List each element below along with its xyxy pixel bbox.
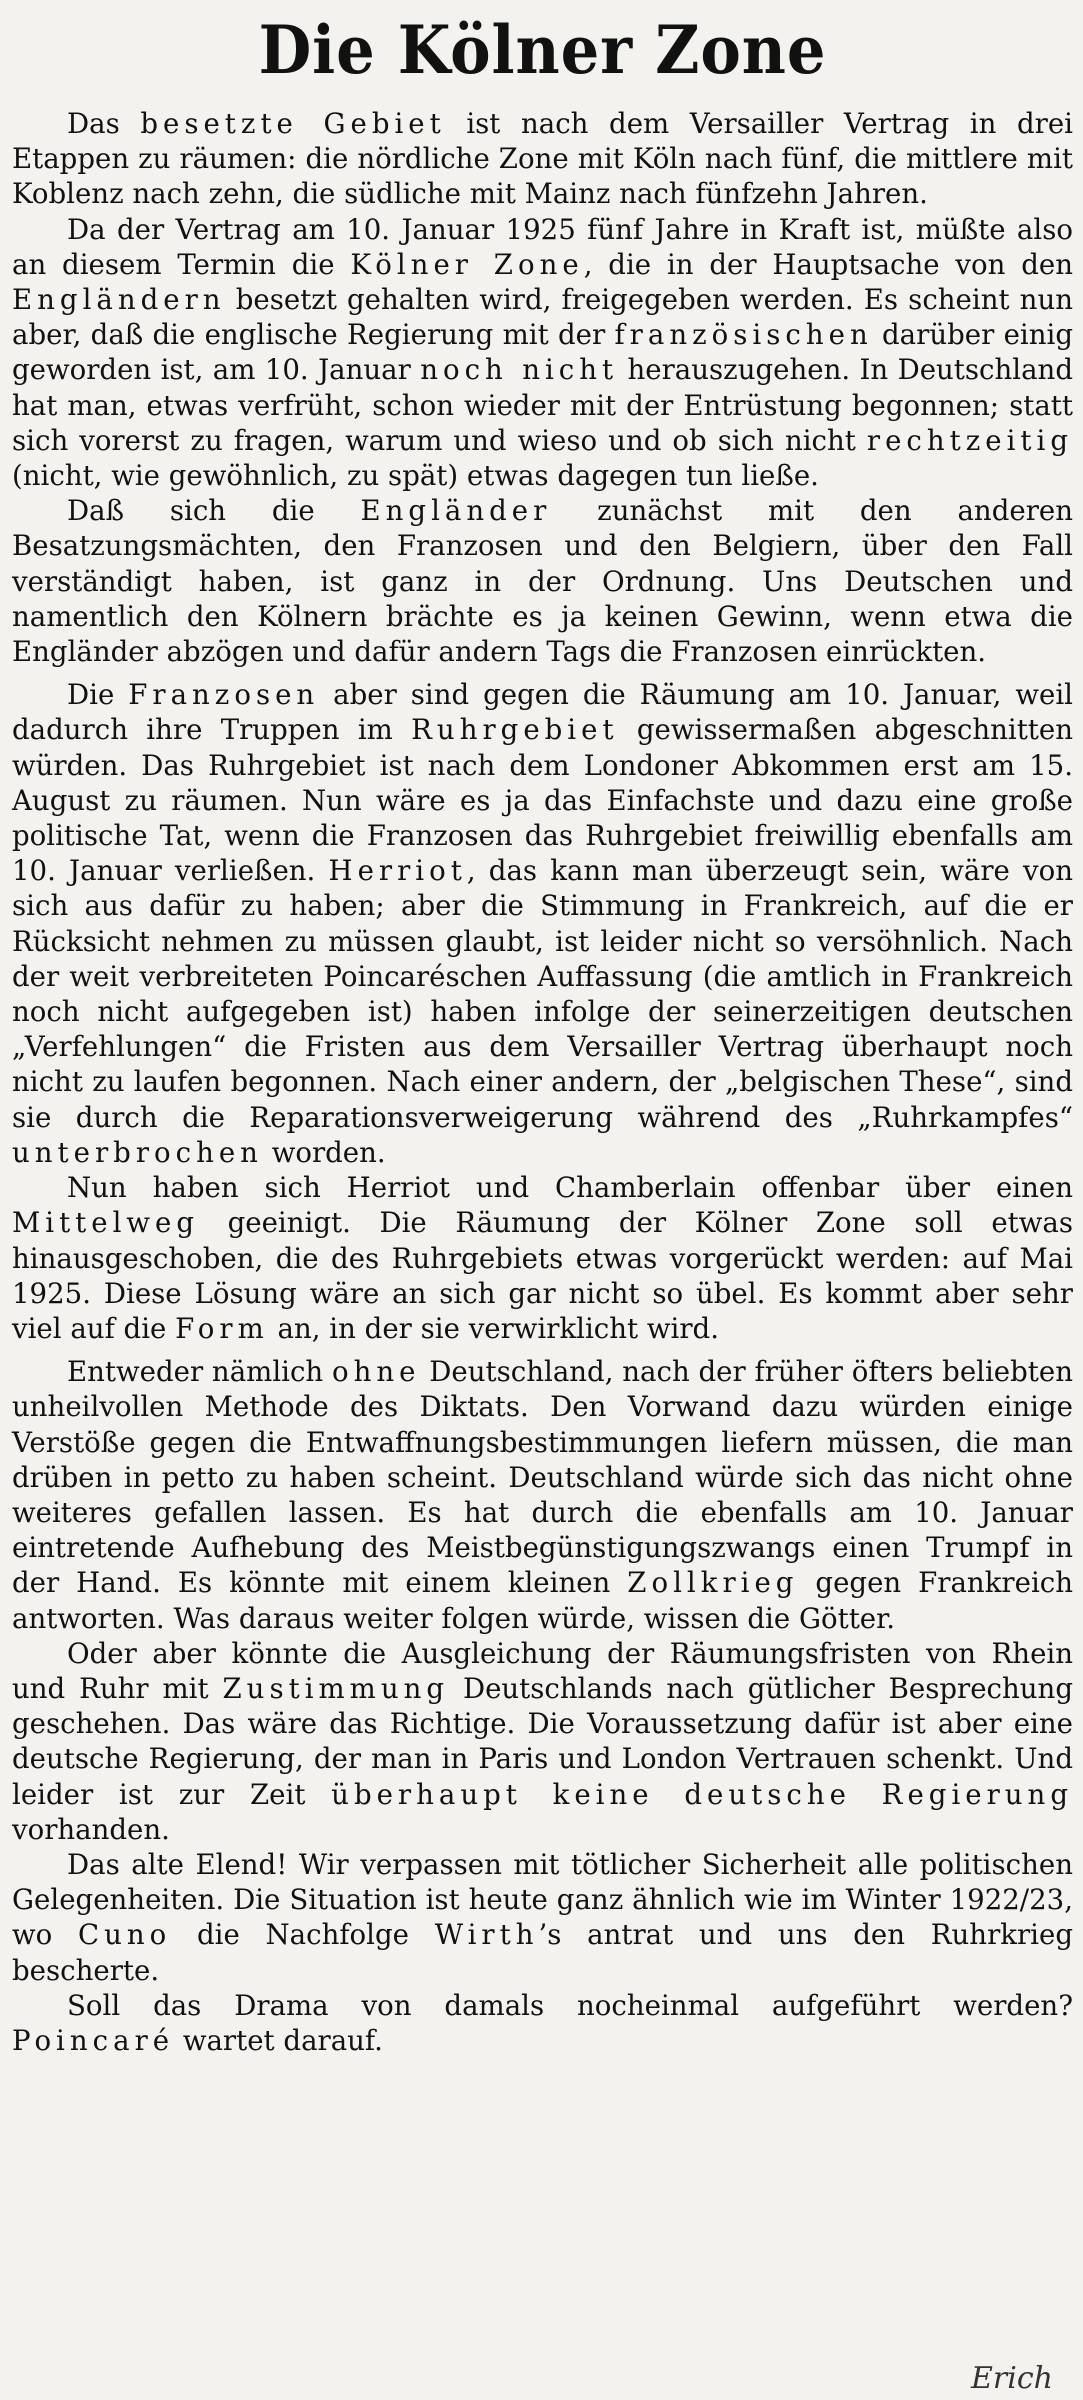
text-run: Soll das Drama von damals nocheinmal aufgeführt werden? [67, 1988, 1073, 2022]
text-run: , die in der Hauptsache von den [583, 247, 1073, 281]
text-run: ist nach dem Versailler Vertrag in drei Etappen zu räumen: die nördliche Zone mit Köln nach fünf, die mittlere mit Koblenz nach zehn, die südliche mit Mainz nach fünfzehn Jahren. [12, 107, 1073, 211]
spaced-emphasis: Mittelweg [12, 1206, 200, 1240]
paragraph-4 [12, 677, 1073, 1170]
text-run: herauszugehen. In Deutschland hat man, etwas verfrüht, schon wieder mit der Entrüstung begonnen; statt sich vorerst zu fragen, warum und wieso und ob sich nicht [12, 353, 1073, 457]
text-run: Die [67, 678, 129, 712]
text-run: Oder aber könnte die Ausgleichung der Räumungsfristen von Rhein und Ruhr mit [12, 1636, 1073, 1705]
text-run: Daß sich die [67, 494, 361, 528]
spaced-emphasis: Zustimmung [222, 1671, 450, 1705]
spaced-emphasis: Poincaré [12, 2023, 175, 2057]
spaced-emphasis: französischen [614, 318, 873, 352]
spaced-emphasis: ohne [332, 1355, 421, 1389]
spaced-emphasis: überhaupt keine deutsche Regierung [331, 1777, 1073, 1811]
spaced-emphasis: rechtzeitig [866, 423, 1073, 457]
text-run: gegen Frankreich antworten. Was daraus weiter folgen würde, wissen die Götter. [12, 1566, 1073, 1635]
paragraph-6 [12, 1354, 1073, 1636]
spaced-emphasis: Wirth [434, 1918, 539, 1952]
text-run: zunächst mit den anderen Besatzungsmächten, den Franzosen und den Belgiern, über den Fall verständigt haben, ist ganz in der Ordnung. Uns Deutschen und namentlich den Kölnern brächte es ja keinen Gewinn, wenn etwa die Engländer abzögen und dafür andern Tags die Franzosen einrückten. [12, 494, 1073, 669]
paragraph-9 [12, 1988, 1073, 2058]
text-run: darüber einig geworden ist, am 10. Januar [12, 318, 1073, 387]
paragraph-3 [12, 493, 1073, 669]
text-run: aber sind gegen die Räumung am 10. Januar, weil dadurch ihre Truppen im [12, 678, 1073, 747]
article-title: Die Kölner Zone [258, 11, 827, 89]
text-run: Deutschland, nach der früher öfters beliebten unheilvollen Methode des Diktats. Den Vorwand dazu würden einige Verstöße gegen die Entwaffnungsbestimmungen liefern müssen, die man drüben in petto zu haben scheint. Deutschland würde sich das nicht ohne weiteres gefallen lassen. Es hat durch die ebenfalls am 10. Januar eintretende Aufhebung des Meistbegünstigungszwangs einen Trumpf in der Hand. Es könnte mit einem kleinen [12, 1355, 1073, 1600]
text-run: besetzt gehalten wird, freigegeben werden. Es scheint nun aber, daß die englische Regierung mit der [12, 283, 1073, 352]
spaced-emphasis: Cuno [77, 1918, 172, 1952]
spaced-emphasis: besetzte Gebiet [140, 107, 446, 140]
text-run: Das alte Elend! Wir verpassen mit tötlicher Sicherheit alle politischen Gelegenheiten. Die Situation ist heute ganz ähnlich wie im Winter 1922/23, wo [12, 1847, 1073, 1952]
text-run: (nicht, wie gewöhnlich, zu spät) etwas dagegen tun ließe. [12, 459, 819, 493]
paragraph-7 [12, 1636, 1073, 1847]
text-run: Das [67, 107, 141, 140]
text-run: Nun haben sich Herriot und Chamberlain offenbar über einen [67, 1171, 1073, 1205]
spaced-emphasis: noch nicht [420, 353, 619, 387]
paragraph-2 [12, 212, 1073, 494]
author-signature: Erich [971, 2361, 1053, 2396]
text-run: worden. [262, 1135, 386, 1169]
text-run: ’s antrat und uns den Ruhrkrieg bescherte. [12, 1918, 1073, 1987]
spaced-emphasis: Franzosen [128, 678, 320, 712]
text-run: , das kann man überzeugt sein, wäre von sich aus dafür zu haben; aber die Stimmung in Frankreich, auf die er Rücksicht nehmen zu müssen glaubt, ist leider nicht so versöhnlich. Nach der weit verbreiteten Poincaréschen Auffassung (die amtlich in Frankreich noch nicht aufgegeben ist) haben infolge der seinerzeitigen deutschen „Verfehlungen“ die Fristen aus dem Versailler Vertrag überhaupt noch nicht zu laufen begonnen. Nach einer andern, der „belgischen These“, sind sie durch die Reparationsverweigerung während des „Ruhrkampfes“ [12, 854, 1073, 1134]
spaced-emphasis: Engländer [360, 494, 552, 528]
spaced-emphasis: Kölner Zone [350, 247, 584, 281]
spaced-emphasis: Zollkrieg [627, 1566, 799, 1600]
text-run: an, in der sie verwirklicht wird. [268, 1311, 719, 1345]
text-run: wartet darauf. [174, 2023, 383, 2057]
paragraph-5 [12, 1170, 1073, 1346]
spaced-emphasis: Ruhrgebiet [411, 713, 619, 747]
spaced-emphasis: unterbrochen [12, 1135, 263, 1169]
text-run: Deutschlands nach gütlicher Besprechung geschehen. Das wäre das Richtige. Die Voraussetzung dafür ist aber eine deutsche Regierung, der man in Paris und London Vertrauen schenkt. Und leider ist zur Zeit [12, 1671, 1073, 1811]
text-run: vorhanden. [12, 1812, 170, 1846]
spaced-emphasis: Engländern [12, 283, 226, 317]
text-run: geeinigt. Die Räumung der Kölner Zone soll etwas hinausgeschoben, die des Ruhrgebiets etwas vorgerückt werden: auf Mai 1925. Diese Lösung wäre an sich gar nicht so übel. Es kommt aber sehr viel auf die [12, 1206, 1073, 1345]
text-run: Da der Vertrag am 10. Januar 1925 fünf Jahre in Kraft ist, müßte also an diesem Termin die [12, 212, 1073, 281]
spaced-emphasis: Herriot [328, 854, 467, 888]
text-run: Entweder nämlich [67, 1355, 332, 1389]
paragraph-1 [12, 106, 1073, 212]
article-body [12, 106, 1073, 2058]
paragraph-8 [12, 1847, 1073, 1988]
text-run: gewissermaßen abgeschnitten würden. Das Ruhrgebiet ist nach dem Londoner Abkommen erst am 15. August zu räumen. Nun wäre es ja das Einfachste und dazu eine große politische Tat, wenn die Franzosen das Ruhrgebiet freiwillig ebenfalls am 10. Januar verließen. [12, 713, 1073, 888]
text-run: die Nachfolge [171, 1918, 435, 1952]
spaced-emphasis: Form [175, 1311, 269, 1345]
